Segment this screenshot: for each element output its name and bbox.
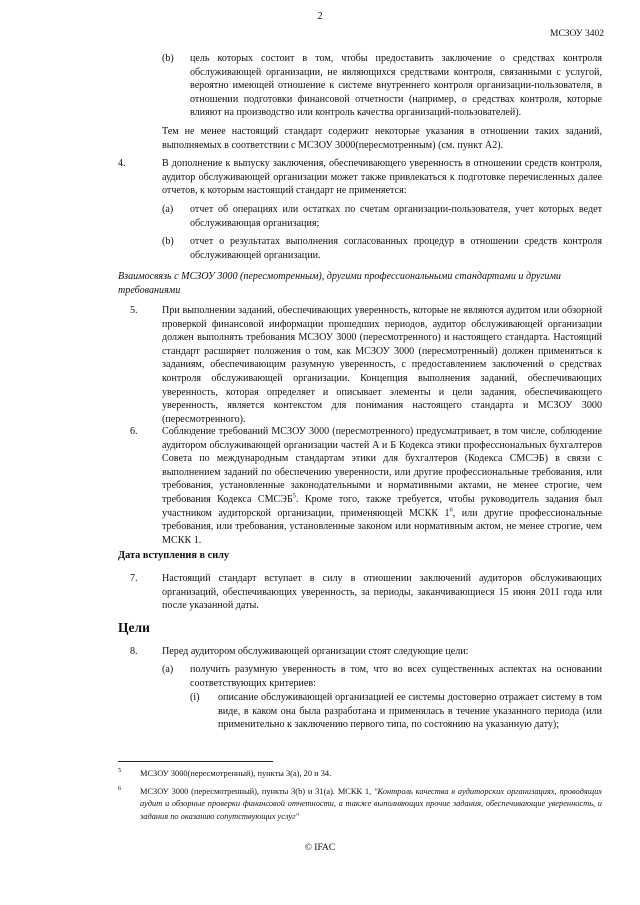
footnote-6-mark: 6	[118, 785, 122, 793]
para4a-text: отчет об операциях или остатках по счетам организации-пользователя, учет которых ведет обслуживающая организация;	[190, 204, 602, 229]
para4-text: В дополнение к выпуску заключения, обеспечивающего уверенность в отношении средств контроля, аудитор обслуживающей организации может также привлекаться к подготовке перечисленных далее отчетов, к которым настоящий стандарт не применяется:	[162, 158, 602, 197]
objectives-heading: Цели	[118, 620, 150, 635]
para8-text: Перед аудитором обслуживающей организации стоят следующие цели:	[162, 646, 469, 657]
para8-number: 8.	[130, 646, 138, 657]
para5-number: 5.	[130, 305, 138, 316]
para8a-text: получить разумную уверенность в том, что во всех существенных аспектах на основании соответствующих критериев:	[190, 664, 602, 689]
document-code: МСЗОУ 3402	[550, 29, 604, 39]
copyright-footer: © IFAC	[304, 843, 336, 853]
page-number: 2	[317, 11, 323, 22]
para3-tail-text: Тем не менее настоящий стандарт содержит некоторые указания в отношении таких заданий, выполняемых в соответствии с МСЗОУ 3000(пересмотренным) (см. пункт A2).	[162, 126, 602, 151]
footnote-5-text: МСЗОУ 3000(пересмотренный), пункты 3(a), 20 и 34.	[140, 769, 332, 778]
para3b-text: цель которых состоит в том, чтобы предоставить заключение о средствах контроля обслуживающей организации, не являющихся средствами контроля, связанными с услугой, вероятно имеющей отношение к системе внутреннего контроля организации-пользователя, в отношении подготовки финансовой отчетности (например, о средствах контроля, которые влияют на производство или контроль качества организаций-пользователей).	[190, 53, 602, 119]
footnote-5-mark: 5	[118, 767, 122, 775]
footnote-separator	[118, 761, 273, 762]
para6-text: Соблюдение требований МСЗОУ 3000 (пересмотренного) предусматривает, в том числе, соблюдение аудитором обслуживающей организации частей A и Б Кодекса этики профессиональных бухгалтеров Совета по международным стандартам этики для бухгалтеров (Кодекса СМСЭБ) в связи с выполнением заданий по обеспечению уверенности, или другие профессиональные требования, или требования, установленные законодательными и нормативными актами, не менее строгие, чем требования Кодекса СМСЭБ$^5$. Кроме того, также требуется, чтобы руководитель задания был участником аудиторской организации, применяющей МСКК $1^6$, или другие профессиональные требования, или требования, установленные законом или нормативным актом, не менее строгие, чем МСКК 1.	[162, 426, 602, 546]
para8a-i-label: (i)	[190, 692, 200, 703]
para8a-label: (a)	[162, 664, 174, 675]
footnote-ref-5[interactable]: 5	[292, 492, 296, 500]
relation-section-heading: Взаимосвязь с МСЗОУ 3000 (пересмотренным), другими профессиональными стандартами и другими требованиями	[118, 271, 561, 296]
footnote-6-text: МСЗОУ 3000 (пересмотренный), пункты 3(b) и 31(a). МСКК 1, "Контроль качества в аудиторских организациях, проводящих аудит и обзорные проверки финансовой отчетности, а также выполняющих прочие задания, обеспечивающие уверенность, и задания по оказанию сопутствующих услуг"	[140, 787, 602, 821]
para4b-text: отчет о результатах выполнения согласованных процедур в отношении средств контроля обслуживающей организации.	[190, 236, 602, 261]
para5-text: При выполнении заданий, обеспечивающих уверенность, которые не являются аудитом или обзорной проверкой финансовой информации прошедших периодов, аудитор обслуживающей организации должен выполнять требования МСЗОУ 3000 (пересмотренного) и настоящего стандарта. Настоящий стандарт расширяет положения о том, как МСЗОУ 3000 (пересмотренный) должен применяться к заданиям, обеспечивающим разумную уверенность, с предоставлением заключений о средствах контроля обслуживающей организации. Концепция выполнения заданий, обеспечивающих уверенность, которая определяет и описывает элементы и цели задания, обеспечивающего уверенность, является контекстом для понимания настоящего стандарта и МСЗОУ 3000 (пересмотренного).	[162, 305, 602, 425]
para8a-i-text: описание обслуживающей организацией ее системы достоверно отражает систему в том виде, в каком она была разработана и применялась в течение указанного периода (или применительно к заключению первого типа, по состоянию на указанную дату);	[218, 692, 602, 731]
para6-number: 6.	[130, 426, 138, 437]
footnote-ref-6[interactable]: 6	[449, 506, 453, 514]
effective-date-heading: Дата вступления в силу	[118, 550, 230, 561]
para7-number: 7.	[130, 573, 138, 584]
para4-number: 4.	[118, 158, 126, 169]
para4a-label: (a)	[162, 204, 174, 215]
para4b-label: (b)	[162, 236, 174, 247]
para3b-label: (b)	[162, 53, 174, 64]
para7-text: Настоящий стандарт вступает в силу в отношении заключений аудиторов обслуживающих организаций, обеспечивающих уверенность, за периоды, заканчивающиеся 15 июня 2011 года или после указанной даты.	[162, 573, 602, 612]
